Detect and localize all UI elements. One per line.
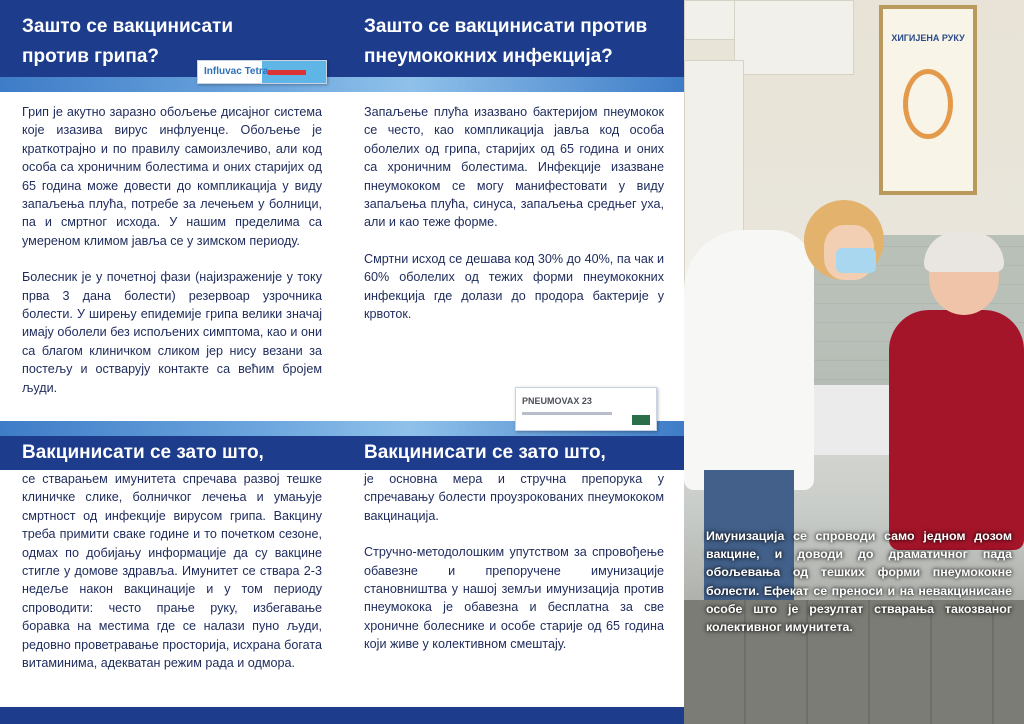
vaccinate-pneumo-heading: Вакцинисати се зато што, bbox=[364, 442, 606, 463]
bottom-band bbox=[0, 707, 684, 724]
wall-cabinet bbox=[734, 0, 854, 75]
nurse-figure bbox=[684, 230, 814, 490]
flu-heading-line2: против грипа? bbox=[22, 46, 160, 67]
vaccinate-pneumo-paragraph-2: Стручно-методолошким упутством за спровођење обавезне и препоручене имунизације становништва у нашој земљи имунизација против пнеумокока је обавезна и бесплатна за све хроничне болеснике и особе старије од 65 година који живе у колективном смештају. bbox=[364, 545, 664, 652]
pneumo-paragraph-1: Запаљење плућа изазвано бактеријом пнеумокок се често, као компликација јавља код особа оболелих од грипа, старијих од 65 година и оних са хроничним болестима. Инфекције изазване пнеумококом се могу манифестовати у виду запаљења плућа, синуса, запаљења средњег уха, али и као теже форме. bbox=[364, 105, 664, 230]
vaccination-photo bbox=[684, 0, 1024, 724]
vaccinate-flu-text-column bbox=[22, 470, 322, 690]
pneumo-heading-line1: Зашто се вакцинисати против bbox=[364, 16, 648, 37]
pneumovax-label: PNEUMOVAX 23 bbox=[522, 396, 592, 406]
vaccinate-pneumo-paragraph-1: је основна мера и стручна препорука у спречавању болести проузрокованих пнеумококом вакцинација. bbox=[364, 472, 664, 523]
hand-hygiene-poster bbox=[879, 5, 977, 195]
pneumo-paragraph-2: Смртни исход се дешава код 30% до 40%, па чак и 60% оболелих од тежих форми пнеумококних инфекција где долази до продора бактерије у крвоток. bbox=[364, 251, 664, 322]
pneumovax-package-image bbox=[515, 387, 657, 431]
influvac-label: Influvac Tetra bbox=[204, 66, 269, 77]
vaccinate-pneumo-text-column bbox=[364, 470, 664, 672]
flu-text-column bbox=[22, 103, 322, 415]
poster-title: ХИГИЈЕНА РУКУ bbox=[891, 33, 965, 43]
photo-caption: Имунизација се спроводи само једном дозом вакцине, и доводи до драматичног пада обољевања од тешких форми пнеумококне болести. Ефекат се преноси и на невакцинисане особе што је резултат стварања такозваног колективног имунитета. bbox=[706, 529, 1012, 635]
flu-paragraph-1: Грип је акутно заразно обољење дисајног система које изазива вирус инфлуенце. Обољење је краткотрајно и по правилу самоизлечиво, али код особа са хроничним болестима и оних старијих од 65 година може довести до компликација у виду запаљења плућа, потребе за лечењем у болници, па и смртног исхода. У нашим пределима са умереном климом јавља се у зимском периоду. bbox=[22, 105, 322, 248]
flu-paragraph-2: Болесник је у почетној фази (најизраженије у току прва 3 дана болести) резервоар узрочника болести. У ширењу епидемије грипа велики значај имају оболели без испољених симптома, као и они са благом клиничком сликом јер нису везани за постељу и остварују контакте са већим бројем људи. bbox=[22, 270, 322, 395]
face-mask bbox=[836, 248, 876, 273]
top-stripe bbox=[0, 77, 684, 92]
influvac-package-image bbox=[197, 60, 327, 84]
flu-heading-line1: Зашто се вакцинисати bbox=[22, 16, 234, 37]
patient-figure bbox=[889, 310, 1024, 550]
vaccinate-flu-heading: Вакцинисати се зато што, bbox=[22, 442, 264, 463]
pneumo-text-column bbox=[364, 103, 664, 341]
pneumo-heading bbox=[364, 12, 647, 72]
vaccinate-flu-paragraph: се стварањем имунитета спречава развој тешке клиничке слике, болничког лечења и умањује смртност од инфекције вирусом грипа. Вакцину треба примити сваке године и то почетком сезоне, одмах по добијању информације да су вакцине стигле у домове здравља. Имунитет се ствара 2-3 недеље након вакцинације и у том периоду спроводити: често прање руку, избегавање боравка на местима где се налази пуно људи, редовно проветравање просторија, исхрана богата витаминима, адекватан режим рада и одмора. bbox=[22, 472, 322, 671]
pneumo-heading-line2: пнеумококних инфекција? bbox=[364, 46, 613, 67]
